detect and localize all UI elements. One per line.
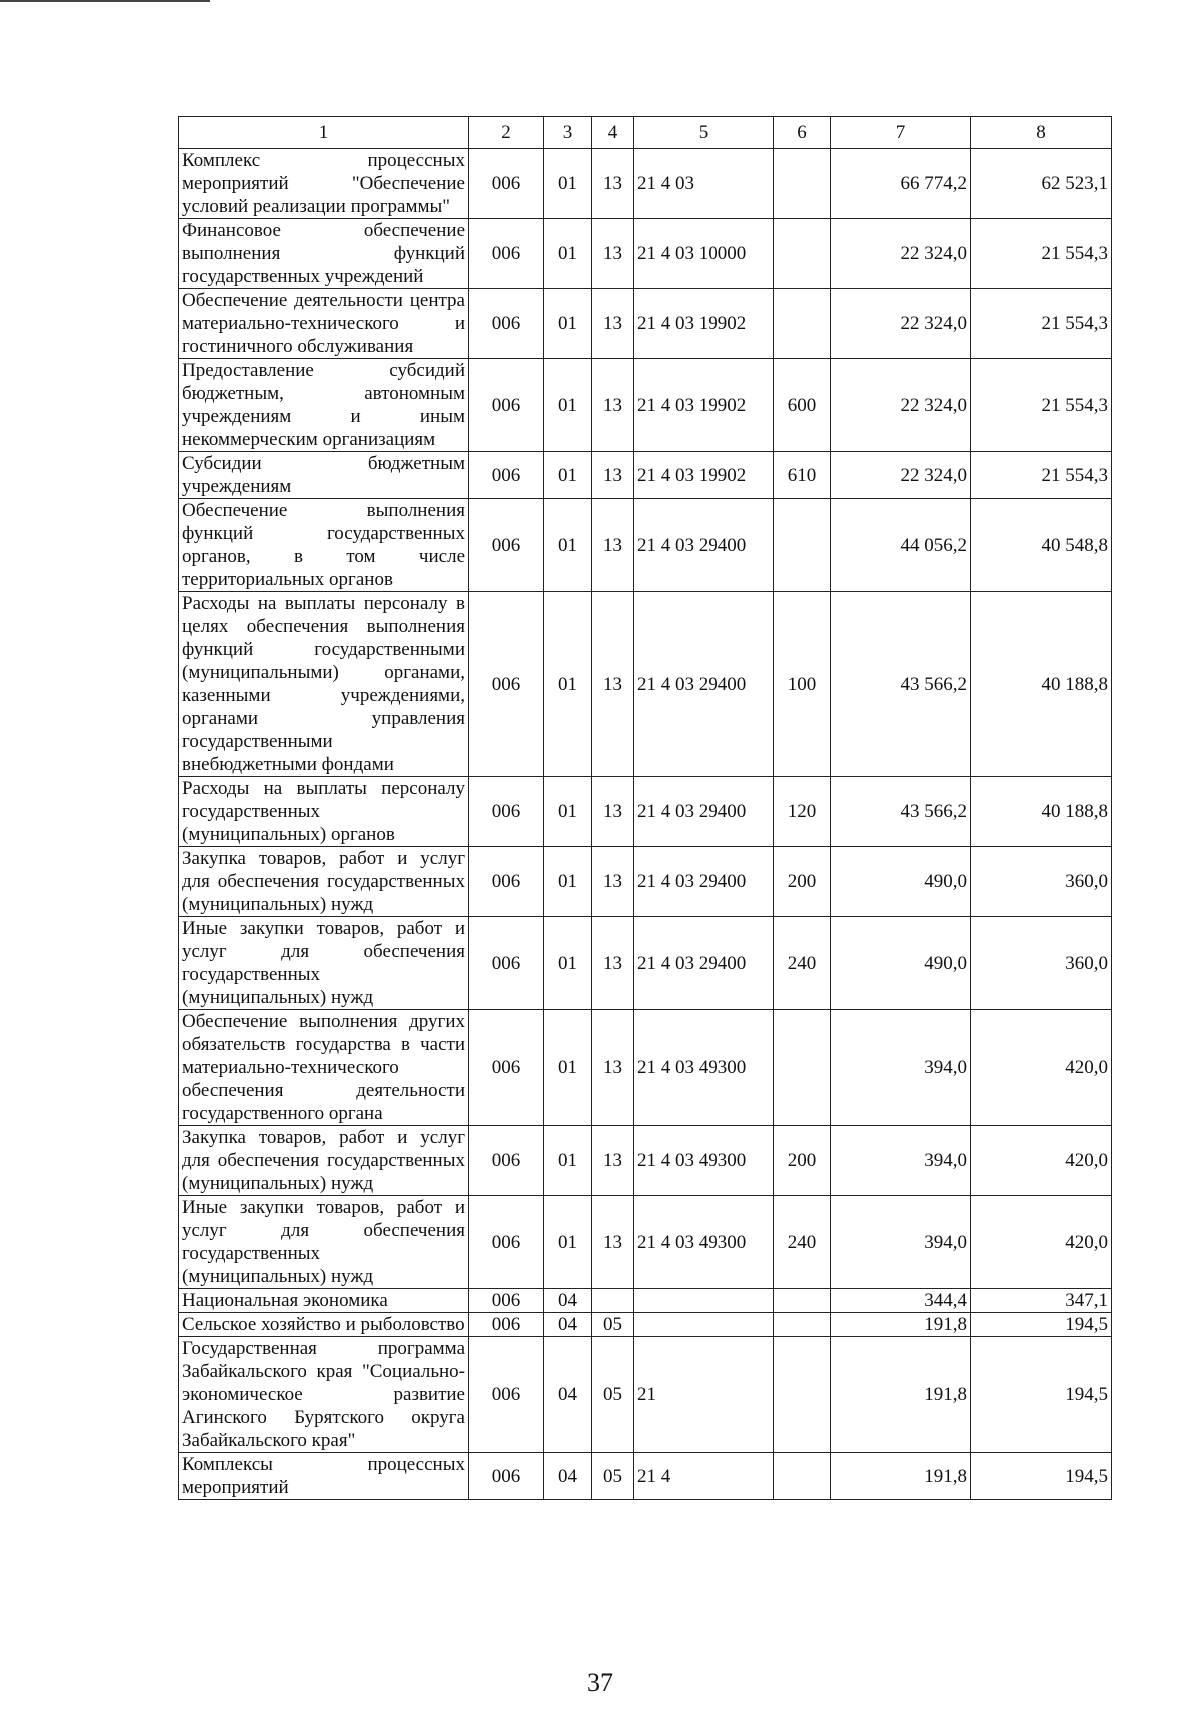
- cell-section: 04: [544, 1453, 592, 1500]
- cell-admin-code: 006: [469, 149, 544, 219]
- cell-subsection: 13: [592, 499, 634, 592]
- cell-target-article: [634, 1313, 774, 1337]
- scan-edge-line: [0, 0, 210, 2]
- table-row: [179, 847, 1112, 917]
- cell-admin-code: 006: [469, 1313, 544, 1337]
- cell-subsection: 13: [592, 149, 634, 219]
- cell-sum-2: 420,0: [971, 1126, 1112, 1196]
- cell-sum-2: 21 554,3: [971, 452, 1112, 499]
- cell-subsection: 13: [592, 219, 634, 289]
- cell-target-article: 21 4 03 19902: [634, 452, 774, 499]
- cell-section: 01: [544, 499, 592, 592]
- cell-target-article: 21 4 03 10000: [634, 219, 774, 289]
- cell-admin-code: 006: [469, 592, 544, 777]
- cell-expense-type: 240: [774, 917, 831, 1010]
- budget-table: [178, 116, 1112, 1500]
- col-header-sum-2: 8: [971, 117, 1112, 149]
- cell-name: Расходы на выплаты персоналу государственных (муниципальных) органов: [179, 777, 469, 847]
- cell-subsection: 13: [592, 1010, 634, 1126]
- cell-expense-type: [774, 1289, 831, 1313]
- cell-target-article: [634, 1289, 774, 1313]
- cell-expense-type: 240: [774, 1196, 831, 1289]
- cell-admin-code: 006: [469, 1337, 544, 1453]
- cell-sum-1: 44 056,2: [831, 499, 971, 592]
- cell-expense-type: [774, 289, 831, 359]
- cell-sum-2: 40 188,8: [971, 592, 1112, 777]
- cell-name: Субсидии бюджетным учреждениям: [179, 452, 469, 499]
- cell-name: Предоставление субсидий бюджетным, автономным учреждениям и иным некоммерческим организациям: [179, 359, 469, 452]
- cell-name: Обеспечение деятельности центра материально-технического и гостиничного обслуживания: [179, 289, 469, 359]
- cell-admin-code: 006: [469, 1196, 544, 1289]
- cell-subsection: 13: [592, 359, 634, 452]
- cell-expense-type: 600: [774, 359, 831, 452]
- cell-admin-code: 006: [469, 359, 544, 452]
- table-row: [179, 1010, 1112, 1126]
- table-row: [179, 1337, 1112, 1453]
- cell-name: Сельское хозяйство и рыболовство: [179, 1313, 469, 1337]
- document-page: [178, 116, 1111, 1500]
- cell-target-article: 21 4 03 29400: [634, 917, 774, 1010]
- cell-sum-1: 22 324,0: [831, 452, 971, 499]
- cell-sum-2: 194,5: [971, 1453, 1112, 1500]
- table-row: [179, 1453, 1112, 1500]
- table-row: [179, 499, 1112, 592]
- cell-name: Комплексы процессных мероприятий: [179, 1453, 469, 1500]
- cell-sum-2: 420,0: [971, 1010, 1112, 1126]
- cell-sum-1: 22 324,0: [831, 359, 971, 452]
- cell-expense-type: 610: [774, 452, 831, 499]
- cell-target-article: 21 4 03 19902: [634, 359, 774, 452]
- cell-admin-code: 006: [469, 1453, 544, 1500]
- cell-name: Обеспечение выполнения других обязательств государства в части материально-технического обеспечения деятельности государственного органа: [179, 1010, 469, 1126]
- cell-expense-type: 200: [774, 847, 831, 917]
- cell-sum-2: 40 548,8: [971, 499, 1112, 592]
- table-row: [179, 1289, 1112, 1313]
- cell-expense-type: [774, 149, 831, 219]
- cell-section: 01: [544, 289, 592, 359]
- table-row: [179, 359, 1112, 452]
- table-row: [179, 917, 1112, 1010]
- cell-admin-code: 006: [469, 847, 544, 917]
- cell-subsection: 13: [592, 289, 634, 359]
- cell-section: 01: [544, 1126, 592, 1196]
- table-row: [179, 289, 1112, 359]
- cell-sum-2: 21 554,3: [971, 289, 1112, 359]
- cell-subsection: 13: [592, 777, 634, 847]
- cell-sum-2: 347,1: [971, 1289, 1112, 1313]
- table-row: [179, 1126, 1112, 1196]
- cell-name: Закупка товаров, работ и услуг для обеспечения государственных (муниципальных) нужд: [179, 1126, 469, 1196]
- cell-target-article: 21 4 03 19902: [634, 289, 774, 359]
- cell-sum-2: 360,0: [971, 917, 1112, 1010]
- cell-sum-1: 490,0: [831, 847, 971, 917]
- table-row: [179, 592, 1112, 777]
- cell-subsection: 05: [592, 1337, 634, 1453]
- cell-section: 01: [544, 777, 592, 847]
- cell-subsection: [592, 1289, 634, 1313]
- cell-expense-type: [774, 1337, 831, 1453]
- cell-subsection: 13: [592, 452, 634, 499]
- cell-sum-2: 194,5: [971, 1313, 1112, 1337]
- cell-expense-type: [774, 1010, 831, 1126]
- cell-sum-2: 420,0: [971, 1196, 1112, 1289]
- cell-target-article: 21 4 03 29400: [634, 499, 774, 592]
- cell-sum-2: 21 554,3: [971, 219, 1112, 289]
- cell-name: Обеспечение выполнения функций государственных органов, в том числе территориальных органов: [179, 499, 469, 592]
- cell-name: Финансовое обеспечение выполнения функций государственных учреждений: [179, 219, 469, 289]
- cell-name: Иные закупки товаров, работ и услуг для обеспечения государственных (муниципальных) нужд: [179, 917, 469, 1010]
- cell-section: 04: [544, 1313, 592, 1337]
- cell-expense-type: 200: [774, 1126, 831, 1196]
- cell-section: 01: [544, 847, 592, 917]
- cell-expense-type: 120: [774, 777, 831, 847]
- cell-target-article: 21 4 03 49300: [634, 1010, 774, 1126]
- table-row: [179, 1196, 1112, 1289]
- cell-name: Государственная программа Забайкальского края "Социально-экономическое развитие Агинского Бурятского округа Забайкальского края": [179, 1337, 469, 1453]
- col-header-admin: 2: [469, 117, 544, 149]
- cell-subsection: 13: [592, 592, 634, 777]
- cell-sum-1: 191,8: [831, 1337, 971, 1453]
- cell-sum-1: 43 566,2: [831, 592, 971, 777]
- cell-target-article: 21 4 03: [634, 149, 774, 219]
- col-header-target: 5: [634, 117, 774, 149]
- cell-section: 01: [544, 1196, 592, 1289]
- cell-target-article: 21 4: [634, 1453, 774, 1500]
- cell-admin-code: 006: [469, 452, 544, 499]
- cell-subsection: 13: [592, 1126, 634, 1196]
- cell-sum-2: 40 188,8: [971, 777, 1112, 847]
- header-row: [179, 117, 1112, 149]
- cell-admin-code: 006: [469, 777, 544, 847]
- cell-expense-type: [774, 219, 831, 289]
- cell-target-article: 21 4 03 29400: [634, 847, 774, 917]
- cell-admin-code: 006: [469, 1289, 544, 1313]
- cell-section: 01: [544, 149, 592, 219]
- cell-name: Иные закупки товаров, работ и услуг для обеспечения государственных (муниципальных) нужд: [179, 1196, 469, 1289]
- cell-target-article: 21: [634, 1337, 774, 1453]
- cell-subsection: 05: [592, 1313, 634, 1337]
- col-header-subsection: 4: [592, 117, 634, 149]
- cell-sum-1: 43 566,2: [831, 777, 971, 847]
- cell-sum-2: 194,5: [971, 1337, 1112, 1453]
- table-row: [179, 219, 1112, 289]
- cell-admin-code: 006: [469, 917, 544, 1010]
- cell-admin-code: 006: [469, 1126, 544, 1196]
- cell-admin-code: 006: [469, 1010, 544, 1126]
- table-body: [179, 149, 1112, 1500]
- cell-sum-1: 394,0: [831, 1196, 971, 1289]
- cell-sum-1: 22 324,0: [831, 219, 971, 289]
- cell-target-article: 21 4 03 49300: [634, 1196, 774, 1289]
- cell-section: 04: [544, 1289, 592, 1313]
- cell-target-article: 21 4 03 29400: [634, 777, 774, 847]
- col-header-sum-1: 7: [831, 117, 971, 149]
- table-row: [179, 777, 1112, 847]
- cell-sum-1: 191,8: [831, 1313, 971, 1337]
- cell-section: 01: [544, 917, 592, 1010]
- cell-expense-type: [774, 1313, 831, 1337]
- cell-expense-type: 100: [774, 592, 831, 777]
- cell-subsection: 13: [592, 917, 634, 1010]
- cell-section: 04: [544, 1337, 592, 1453]
- cell-name: Комплекс процессных мероприятий "Обеспечение условий реализации программы": [179, 149, 469, 219]
- cell-expense-type: [774, 1453, 831, 1500]
- cell-name: Закупка товаров, работ и услуг для обеспечения государственных (муниципальных) нужд: [179, 847, 469, 917]
- page-number: 37: [587, 1668, 613, 1697]
- col-header-section: 3: [544, 117, 592, 149]
- cell-section: 01: [544, 1010, 592, 1126]
- cell-target-article: 21 4 03 49300: [634, 1126, 774, 1196]
- cell-sum-1: 191,8: [831, 1453, 971, 1500]
- col-header-type: 6: [774, 117, 831, 149]
- table-row: [179, 149, 1112, 219]
- cell-subsection: 05: [592, 1453, 634, 1500]
- cell-target-article: 21 4 03 29400: [634, 592, 774, 777]
- cell-sum-1: 394,0: [831, 1010, 971, 1126]
- cell-name: Национальная экономика: [179, 1289, 469, 1313]
- table-row: [179, 1313, 1112, 1337]
- cell-section: 01: [544, 219, 592, 289]
- cell-subsection: 13: [592, 1196, 634, 1289]
- cell-sum-2: 62 523,1: [971, 149, 1112, 219]
- cell-sum-1: 66 774,2: [831, 149, 971, 219]
- col-header-name: 1: [179, 117, 469, 149]
- cell-admin-code: 006: [469, 499, 544, 592]
- cell-sum-1: 394,0: [831, 1126, 971, 1196]
- cell-admin-code: 006: [469, 289, 544, 359]
- cell-sum-2: 360,0: [971, 847, 1112, 917]
- cell-sum-1: 344,4: [831, 1289, 971, 1313]
- cell-section: 01: [544, 452, 592, 499]
- cell-sum-1: 490,0: [831, 917, 971, 1010]
- cell-section: 01: [544, 359, 592, 452]
- cell-admin-code: 006: [469, 219, 544, 289]
- cell-sum-1: 22 324,0: [831, 289, 971, 359]
- cell-section: 01: [544, 592, 592, 777]
- table-row: [179, 452, 1112, 499]
- cell-subsection: 13: [592, 847, 634, 917]
- cell-name: Расходы на выплаты персоналу в целях обеспечения выполнения функций государственными (муниципальными) органами, казенными учреждениями, органами управления государственными внебюджетными фондами: [179, 592, 469, 777]
- cell-expense-type: [774, 499, 831, 592]
- cell-sum-2: 21 554,3: [971, 359, 1112, 452]
